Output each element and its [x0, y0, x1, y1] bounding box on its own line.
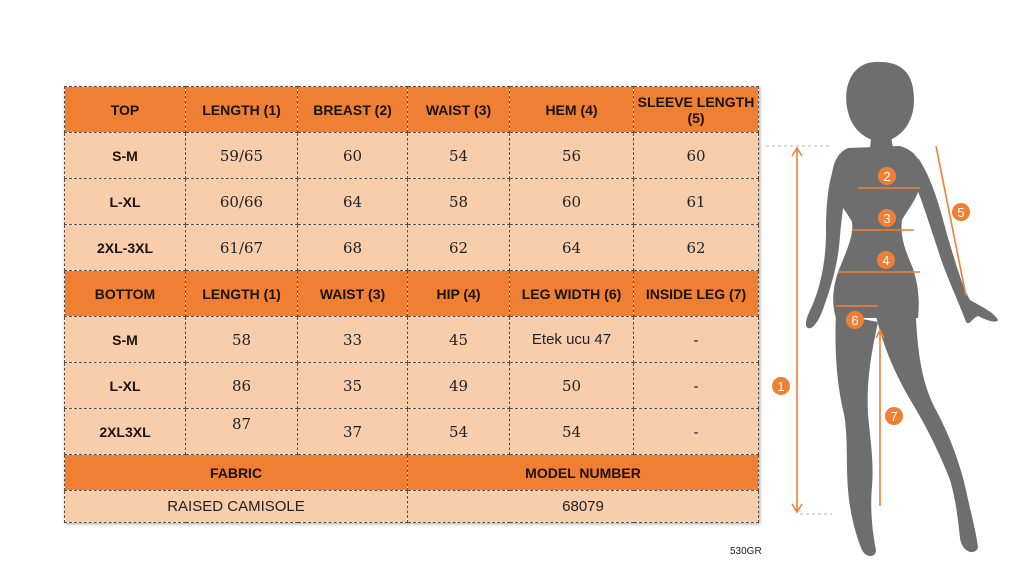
table-cell: 62 [408, 225, 510, 271]
woman-silhouette-icon [806, 62, 998, 556]
table-cell: 49 [408, 363, 510, 409]
size-label: L-XL [65, 179, 186, 225]
table-row [65, 317, 759, 363]
marker-4 [877, 251, 895, 269]
bottom-header-cell: HIP (4) [408, 271, 510, 317]
table-cell: Etek ucu 47 [510, 317, 634, 363]
table-cell: 59/65 [186, 133, 298, 179]
marker-label: 3 [883, 211, 891, 226]
table-row [65, 225, 759, 271]
table-cell: 54 [510, 409, 634, 455]
table-cell: 60 [510, 179, 634, 225]
table-cell: 37 [298, 409, 408, 455]
top-header-cell: BREAST (2) [298, 87, 408, 133]
size-label: 2XL-3XL [65, 225, 186, 271]
table-cell: 50 [510, 363, 634, 409]
table-cell: 68 [298, 225, 408, 271]
size-label: 2XL3XL [65, 409, 186, 455]
table-cell: 87 [186, 409, 298, 455]
bottom-header-cell: LEG WIDTH (6) [510, 271, 634, 317]
top-header-cell: HEM (4) [510, 87, 634, 133]
top-header-cell: WAIST (3) [408, 87, 510, 133]
bottom-header-cell: INSIDE LEG (7) [634, 271, 759, 317]
marker-label: 4 [882, 253, 890, 268]
table-cell: 61 [634, 179, 759, 225]
size-label: S-M [65, 317, 186, 363]
size-label: S-M [65, 133, 186, 179]
top-header-cell: LENGTH (1) [186, 87, 298, 133]
top-header-row [65, 87, 759, 133]
size-chart-table [64, 86, 759, 523]
table-cell: 33 [298, 317, 408, 363]
table-cell: 60 [634, 133, 759, 179]
product-code: 530GR [730, 546, 762, 557]
top-header-cell: SLEEVE LENGTH (5) [634, 87, 759, 133]
model-number-header: MODEL NUMBER [408, 455, 759, 491]
table-cell: 58 [186, 317, 298, 363]
info-header-row [65, 455, 759, 491]
table-row [65, 363, 759, 409]
marker-6 [846, 311, 864, 329]
bottom-header-cell: LENGTH (1) [186, 271, 298, 317]
table-cell: 56 [510, 133, 634, 179]
table-cell: 35 [298, 363, 408, 409]
size-label: L-XL [65, 363, 186, 409]
table-row [65, 179, 759, 225]
marker-label: 7 [890, 409, 898, 424]
table-cell: 45 [408, 317, 510, 363]
marker-label: 2 [883, 169, 891, 184]
table-cell: 54 [408, 409, 510, 455]
marker-label: 1 [777, 379, 785, 394]
table-cell: 54 [408, 133, 510, 179]
guide-lines [766, 146, 832, 514]
table-cell: 58 [408, 179, 510, 225]
table-cell: 60/66 [186, 179, 298, 225]
model-number-value: 68079 [408, 491, 759, 523]
top-header-cell: TOP [65, 87, 186, 133]
table-cell: - [634, 363, 759, 409]
table-cell: 64 [510, 225, 634, 271]
marker-label: 5 [957, 205, 965, 220]
table-row [65, 409, 759, 455]
table-cell: 61/67 [186, 225, 298, 271]
table-cell: 62 [634, 225, 759, 271]
marker-1 [772, 377, 790, 395]
table-cell: 86 [186, 363, 298, 409]
fabric-value: RAISED CAMISOLE [65, 491, 408, 523]
table-cell: - [634, 317, 759, 363]
marker-7 [885, 407, 903, 425]
info-value-row [65, 491, 759, 523]
table-cell: - [634, 409, 759, 455]
bottom-header-cell: WAIST (3) [298, 271, 408, 317]
bottom-header-cell: BOTTOM [65, 271, 186, 317]
table-cell: 64 [298, 179, 408, 225]
table-cell: 60 [298, 133, 408, 179]
body-measurement-figure [760, 40, 1024, 580]
marker-label: 6 [851, 313, 859, 328]
fabric-header: FABRIC [65, 455, 408, 491]
marker-5 [952, 203, 970, 221]
marker-3 [878, 209, 896, 227]
bottom-header-row [65, 271, 759, 317]
marker-2 [878, 167, 896, 185]
table-row [65, 133, 759, 179]
